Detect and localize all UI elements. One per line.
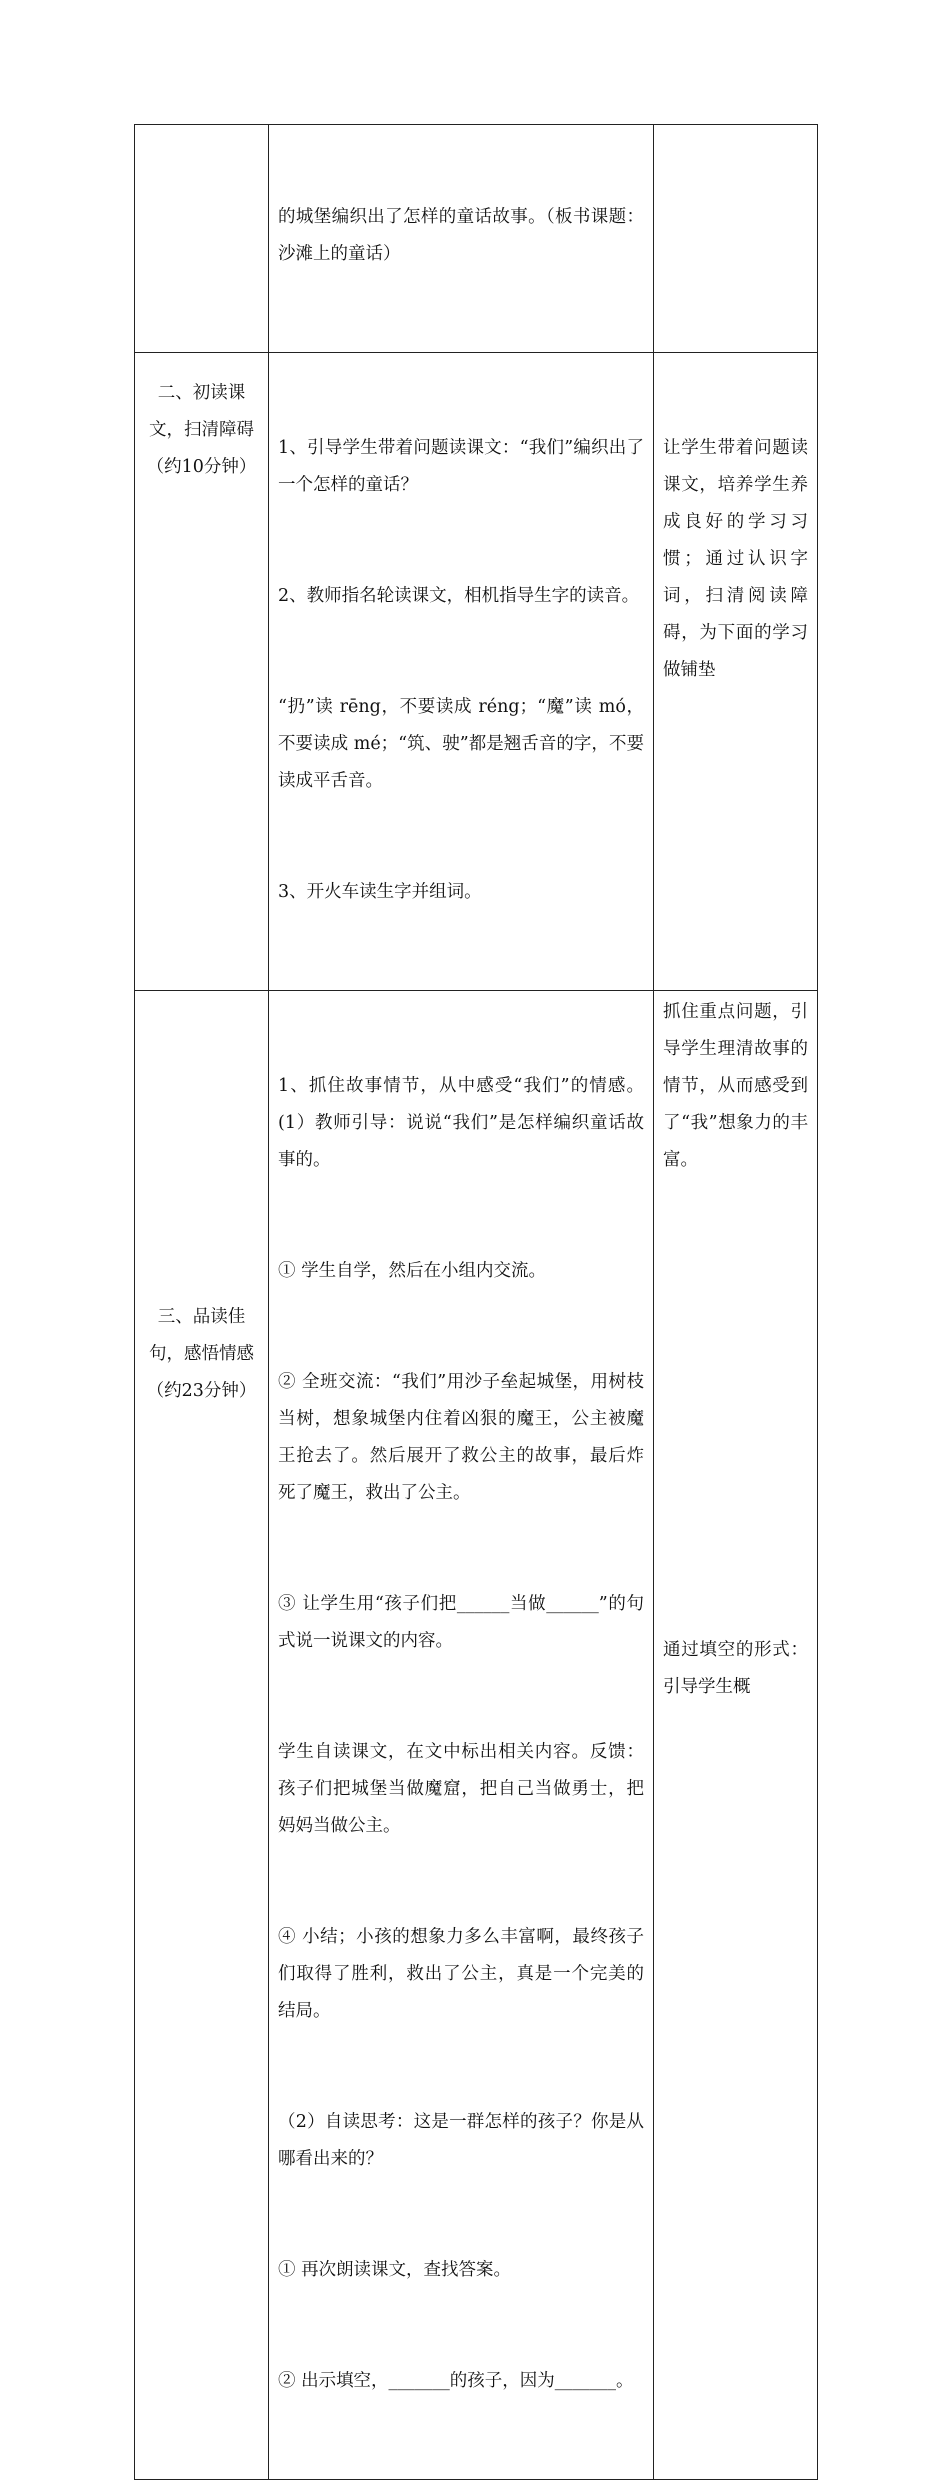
activity-paragraph: 1、抓住故事情节，从中感受“我们”的情感。(1）教师引导：说说“我们”是怎样编织童话故事的。 [278, 1076, 644, 1170]
activity-cell [269, 125, 654, 353]
activity-paragraph: 3、开火车读生字并组词。 [278, 882, 482, 902]
activity-paragraph: ② 出示填空，_______的孩子，因为_______。 [278, 2371, 634, 2391]
activity-paragraph: 学生自读课文，在文中标出相关内容。反馈：孩子们把城堡当做魔窟，把自己当做勇士，把妈妈当做公主。 [278, 1742, 644, 1836]
activity-cell [269, 353, 654, 991]
intent-cell [654, 125, 818, 353]
activity-paragraph: ③ 让学生用“孩子们把______当做______”的句式说一说课文的内容。 [278, 1594, 644, 1651]
intent-paragraph: 通过填空的形式：引导学生概 [663, 1640, 808, 1697]
intent-cell [654, 353, 818, 991]
intent-cell [654, 991, 818, 2480]
stage-label: 二、初读课文，扫清障碍（约10分钟） [146, 383, 257, 477]
activity-paragraph: ① 学生自学，然后在小组内交流。 [278, 1261, 547, 1281]
activity-paragraph: 2、教师指名轮读课文，相机指导生字的读音。 [278, 586, 640, 606]
lesson-plan-table [134, 124, 818, 2480]
activity-paragraph: ② 全班交流：“我们”用沙子垒起城堡，用树枝当树，想象城堡内住着凶狠的魔王，公主被魔王抢去了。然后展开了救公主的故事，最后炸死了魔王，救出了公主。 [278, 1372, 644, 1503]
intent-paragraph: 抓住重点问题，引导学生理清故事的情节，从而感受到了“我”想象力的丰富。 [663, 1002, 808, 1170]
table-row [135, 991, 818, 2480]
stage-cell [135, 353, 269, 991]
stage-label: 三、品读佳句，感悟情感（约23分钟） [146, 1306, 257, 1401]
activity-paragraph: “扔”读 rēng，不要读成 réng；“魔”读 mó，不要读成 mé；“筑、驶”都是翘舌音的字，不要读成平舌音。 [278, 697, 644, 791]
activity-cell [269, 991, 654, 2480]
stage-cell [135, 125, 269, 353]
activity-paragraph: ④ 小结；小孩的想象力多么丰富啊，最终孩子们取得了胜利，救出了公主，真是一个完美的结局。 [278, 1927, 644, 2021]
activity-paragraph: （2）自读思考：这是一群怎样的孩子？你是从哪看出来的？ [278, 2112, 644, 2169]
stage-cell [135, 991, 269, 2480]
activity-paragraph: 1、引导学生带着问题读课文：“我们”编织出了一个怎样的童话？ [278, 438, 644, 495]
activity-paragraph: ① 再次朗读课文，查找答案。 [278, 2260, 512, 2280]
table-row [135, 125, 818, 353]
table-row [135, 353, 818, 991]
intent-paragraph: 让学生带着问题读课文，培养学生养成良好的学习习惯；通过认识字词，扫清阅读障碍，为下面的学习做铺垫 [663, 438, 808, 680]
activity-paragraph: 的城堡编织出了怎样的童话故事。（板书课题：沙滩上的童话） [278, 207, 644, 264]
